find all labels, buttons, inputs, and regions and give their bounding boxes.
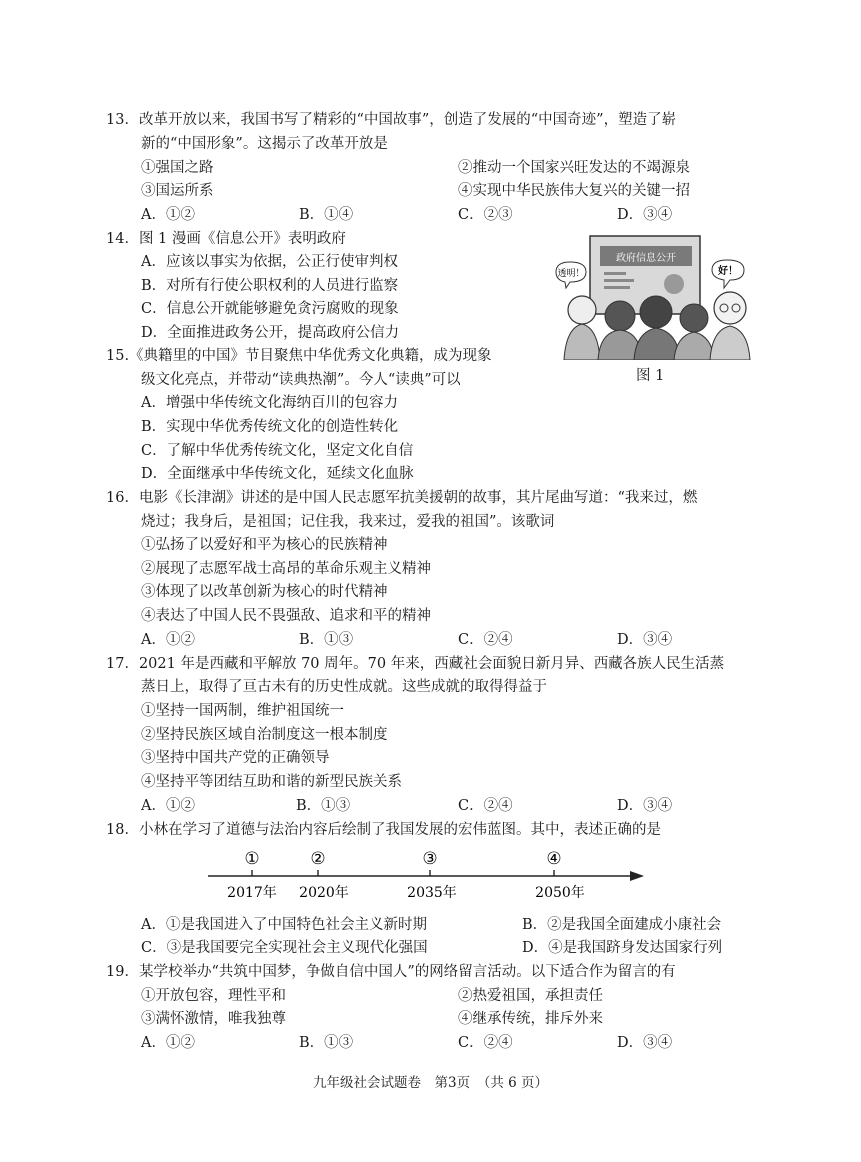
q13-stem-line1: 13．改革开放以来，我国书写了精彩的“中国故事”，创造了发展的“中国奇迹”，塑造了崭: [106, 112, 677, 128]
q13-option-b: B．①④: [299, 207, 354, 223]
timeline-point-2020: [299, 849, 349, 901]
q13-option-c: C．②③: [458, 207, 513, 223]
q16-option-b: B．①③: [299, 632, 354, 648]
q19-statement-3: ③满怀激情，唯我独尊: [141, 1011, 286, 1027]
q15-stem-line1: 15.《典籍里的中国》节目聚焦中华优秀文化典籍，成为现象: [106, 348, 492, 364]
timeline-mark-1: ①: [244, 849, 260, 869]
q16-option-d: D．③④: [617, 632, 673, 648]
q13-statement-2: ②推动一个国家兴旺发达的不竭源泉: [458, 160, 690, 176]
q18-stem: 18．小林在学习了道德与法治内容后绘制了我国发展的宏伟蓝图。其中，表述正确的是: [106, 822, 661, 838]
q16-option-c: C．②④: [458, 632, 513, 648]
q13-stem-line2: 新的“中国形象”。这揭示了改革开放是: [141, 136, 388, 152]
q17-stem-line2: 蒸日上，取得了亘古未有的历史性成就。这些成就的取得得益于: [141, 679, 547, 695]
q18-option-d: D．④是我国跻身发达国家行列: [522, 940, 723, 956]
bubble-left-text: 透明！: [557, 269, 585, 279]
page-footer: 九年级社会试题卷 第3页 （共 6 页）: [312, 1075, 548, 1091]
q19-statement-2: ②热爱祖国，承担责任: [458, 988, 603, 1004]
q17-statement-4: ④坚持平等团结互助和谐的新型民族关系: [141, 774, 402, 790]
timeline-mark-4: ④: [546, 849, 562, 869]
q18-option-a: A．①是我国进入了中国特色社会主义新时期: [141, 917, 427, 933]
q15-option-b: B．实现中华优秀传统文化的创造性转化: [141, 419, 399, 435]
development-timeline: [200, 842, 650, 904]
q15-option-a: A．增强中华传统文化海纳百川的包容力: [141, 395, 398, 411]
q16-statement-1: ①弘扬了以爱好和平为核心的民族精神: [141, 537, 388, 553]
q16-statement-3: ③体现了以改革创新为核心的时代精神: [141, 584, 388, 600]
person-2-head: [605, 301, 635, 331]
person-4-head: [680, 304, 708, 332]
timeline-point-2017: [227, 849, 277, 901]
q14-stem: 14．图 1 漫画《信息公开》表明政府: [106, 231, 346, 247]
q17-option-d: D．③④: [617, 798, 673, 814]
q19-statement-1: ①开放包容，理性平和: [141, 988, 286, 1004]
q13-statement-1: ①强国之路: [141, 160, 214, 176]
person-3-head: [640, 296, 672, 328]
figure-1-caption: 图 1: [636, 368, 665, 384]
cartoon-illustration: [552, 232, 752, 360]
q13-statement-4: ④实现中华民族伟大复兴的关键一招: [458, 183, 690, 199]
q16-stem-line1: 16．电影《长津湖》讲述的是中国人民志愿军抗美援朝的故事，其片尾曲写道：“我来过，燃: [106, 490, 698, 506]
bubble-right-text: 好！: [718, 266, 738, 277]
person-5-head: [714, 292, 746, 324]
q16-statement-2: ②展现了志愿军战士高昂的革命乐观主义精神: [141, 561, 431, 577]
timeline-year-2035: 2035年: [407, 885, 457, 901]
q13-statement-3: ③国运所系: [141, 183, 214, 199]
q13-option-d: D．③④: [617, 207, 673, 223]
timeline-arrow-icon: [630, 871, 644, 881]
q13-option-a: A．①②: [141, 207, 195, 223]
q17-statement-3: ③坚持中国共产党的正确领导: [141, 750, 330, 766]
q19-option-b: B．①③: [299, 1035, 354, 1051]
q19-option-d: D．③④: [617, 1035, 673, 1051]
q17-option-b: B．①③: [296, 798, 351, 814]
q16-stem-line2: 烧过；我身后，是祖国；记住我，我来过，爱我的祖国”。该歌词: [141, 514, 555, 530]
q14-option-c: C．信息公开就能够避免贪污腐败的现象: [141, 301, 399, 317]
timeline-point-2050: [535, 849, 585, 901]
q18-option-b: B．②是我国全面建成小康社会: [522, 917, 722, 933]
timeline-year-2017: 2017年: [227, 885, 277, 901]
q17-stem-line1: 17．2021 年是西藏和平解放 70 周年。70 年来，西藏社会面貌日新月异、西藏各族人民生活蒸: [106, 656, 725, 672]
q19-option-a: A．①②: [141, 1035, 195, 1051]
q17-option-c: C．②④: [458, 798, 513, 814]
q15-option-c: C．了解中华优秀传统文化，坚定文化自信: [141, 443, 414, 459]
timeline-year-2020: 2020年: [299, 885, 349, 901]
q19-option-c: C．②④: [458, 1035, 513, 1051]
q14-option-d: D．全面推进政务公开，提高政府公信力: [141, 325, 400, 341]
q15-stem-line2: 级文化亮点，并带动“读典热潮”。今人“读典”可以: [141, 372, 461, 388]
q17-statement-2: ②坚持民族区域自治制度这一根本制度: [141, 727, 388, 743]
q18-option-c: C．③是我国要完全实现社会主义现代化强国: [141, 940, 428, 956]
q16-statement-4: ④表达了中国人民不畏强敌、追求和平的精神: [141, 608, 431, 624]
q19-statement-4: ④继承传统，排斥外来: [458, 1011, 603, 1027]
timeline-year-2050: 2050年: [535, 885, 585, 901]
board-title: 政府信息公开: [616, 253, 676, 264]
timeline-point-2035: [407, 849, 457, 901]
figure-1-cartoon: [552, 232, 752, 360]
person-1-head: [568, 296, 596, 324]
q14-option-a: A．应该以事实为依据，公正行使审判权: [141, 254, 398, 270]
q19-stem: 19．某学校举办“共筑中国梦，争做自信中国人”的网络留言活动。以下适合作为留言的有: [106, 964, 676, 980]
q16-option-a: A．①②: [141, 632, 195, 648]
timeline-mark-2: ②: [310, 849, 326, 869]
q14-option-b: B．对所有行使公职权利的人员进行监察: [141, 278, 399, 294]
q15-option-d: D．全面继承中华传统文化，延续文化血脉: [141, 466, 414, 482]
q17-option-a: A．①②: [141, 798, 195, 814]
q17-statement-1: ①坚持一国两制，维护祖国统一: [141, 703, 344, 719]
timeline-mark-3: ③: [422, 849, 438, 869]
